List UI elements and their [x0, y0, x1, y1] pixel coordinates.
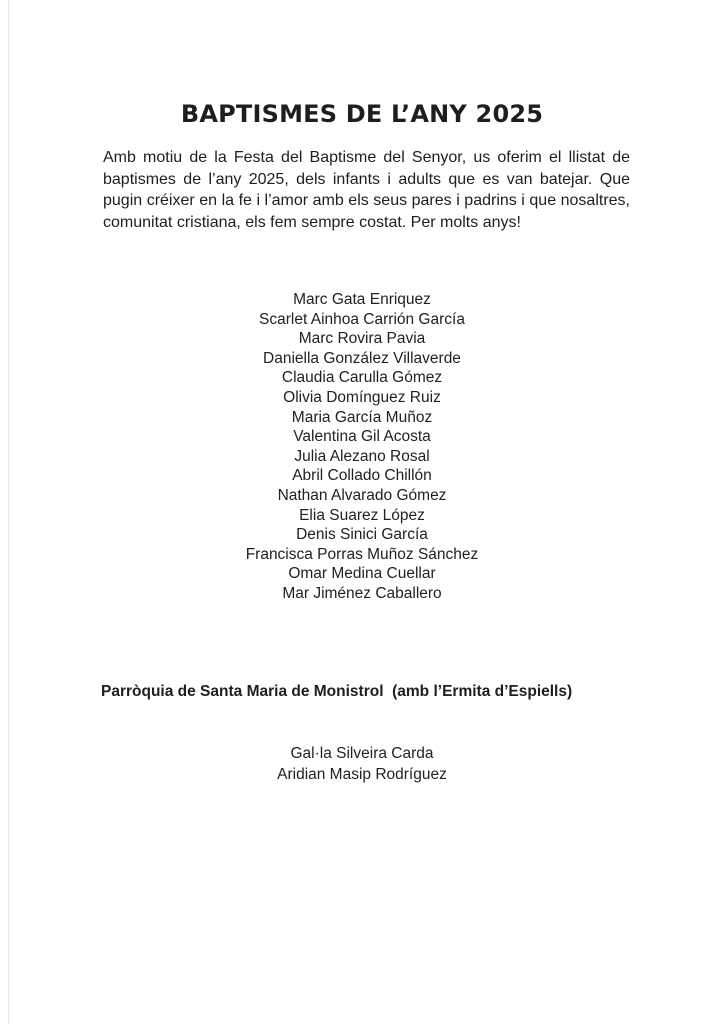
- baptism-name: Mar Jiménez Caballero: [282, 584, 442, 602]
- baptism-name: Omar Medina Cuellar: [288, 565, 436, 583]
- baptism-name: Elia Suarez López: [299, 506, 425, 524]
- page-title: BAPTISMES DE L’ANY 2025: [180, 100, 544, 128]
- baptism-name: Nathan Alvarado Gómez: [277, 486, 447, 504]
- baptism-name: Abril Collado Chillón: [292, 467, 432, 485]
- baptism-name: Marc Rovira Pavia: [298, 330, 426, 348]
- baptism-name: Denis Sinici García: [296, 526, 428, 544]
- parish-baptism-name: Aridian Masip Rodríguez: [277, 766, 447, 783]
- baptism-name: Daniella González Villaverde: [263, 349, 461, 367]
- baptism-name: Olivia Domínguez Ruiz: [283, 388, 441, 406]
- baptism-name: Claudia Carulla Gómez: [281, 369, 443, 387]
- parish-heading: Parròquia de Santa Maria de Monistrol (amb l’Ermita d’Espiells): [101, 683, 573, 700]
- baptism-name: Valentina Gil Acosta: [293, 428, 431, 446]
- baptism-name: Francisca Porras Muñoz Sánchez: [245, 545, 479, 563]
- baptism-name: Marc Gata Enriquez: [293, 291, 431, 308]
- parish-baptism-name: Gal·la Silveira Carda: [290, 745, 434, 762]
- baptism-name: Maria García Muñoz: [291, 408, 433, 426]
- baptism-name: Scarlet Ainhoa Carrión García: [259, 310, 465, 328]
- parish-baptism-list: [0, 743, 724, 785]
- baptism-list: [0, 290, 724, 604]
- baptism-name: Julia Alezano Rosal: [294, 447, 430, 465]
- intro-paragraph: Amb motiu de la Festa del Baptisme del Senyor, us oferim el llistat de baptismes de l’any 2025, dels infants i adults que es van batejar. Que pugin créixer en la fe i l’amor amb els seus pares i padrins i que nosaltres, comunitat cristiana, els fem sempre costat. Per molts anys!: [103, 149, 630, 231]
